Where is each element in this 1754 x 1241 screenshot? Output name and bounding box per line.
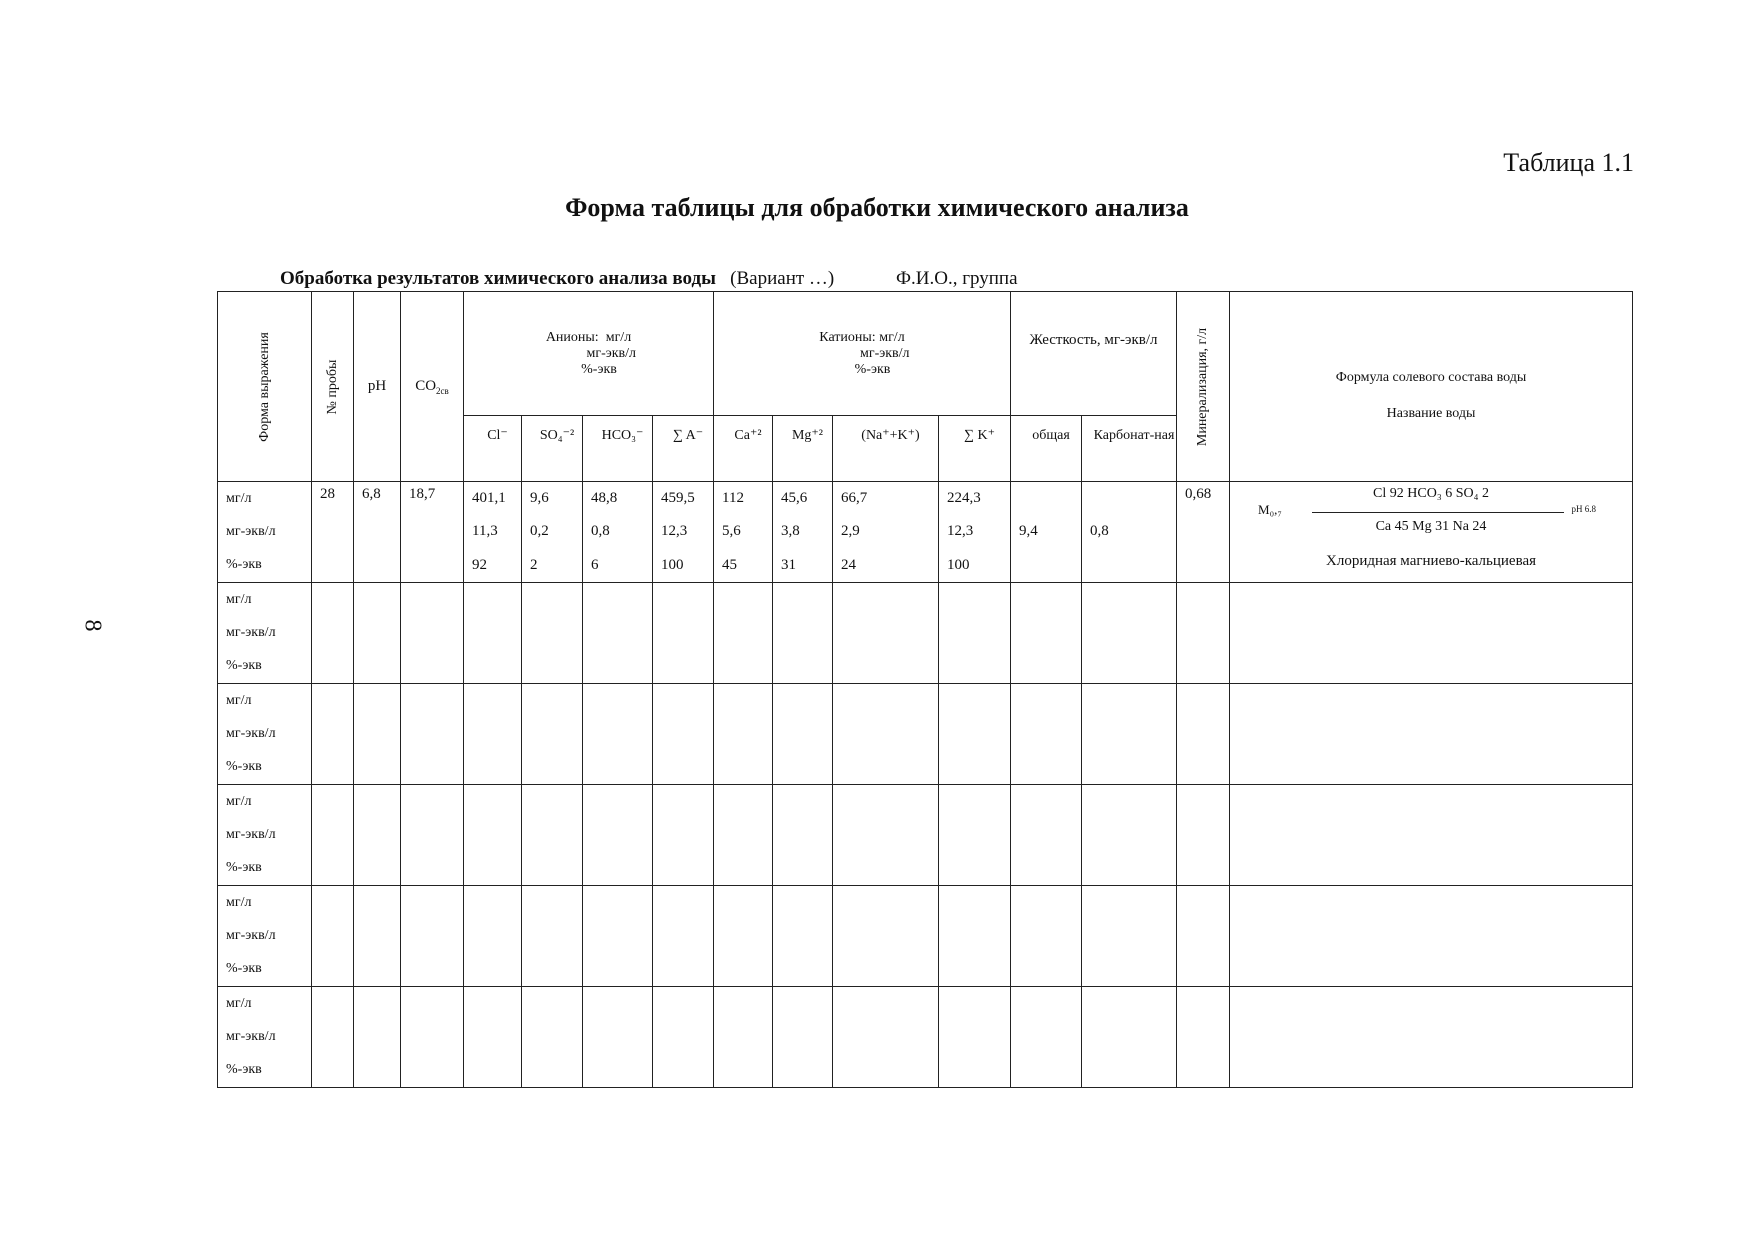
empty-cell[interactable] bbox=[1177, 583, 1230, 684]
empty-cell[interactable] bbox=[714, 785, 773, 886]
formula-ph: pH 6.8 bbox=[1571, 504, 1597, 514]
header-mineralization: Минерализация, г/л bbox=[1177, 292, 1230, 482]
table-row bbox=[218, 785, 1633, 886]
empty-cell[interactable] bbox=[354, 886, 401, 987]
table-row bbox=[218, 987, 1633, 1088]
table-row bbox=[218, 583, 1633, 684]
empty-cell[interactable] bbox=[1082, 785, 1177, 886]
mg-cell: 45,6 3,8 31 bbox=[773, 482, 833, 583]
empty-cell[interactable] bbox=[1177, 785, 1230, 886]
formula-mineralization: M₀,₇ bbox=[1258, 502, 1282, 517]
units-cell: мг/л мг-экв/л %-экв bbox=[218, 482, 312, 583]
empty-cell[interactable] bbox=[583, 987, 653, 1088]
empty-cell[interactable] bbox=[1011, 886, 1082, 987]
empty-cell[interactable] bbox=[1177, 886, 1230, 987]
empty-cell[interactable] bbox=[1011, 785, 1082, 886]
empty-cell[interactable] bbox=[1082, 684, 1177, 785]
subheader-title: Обработка результатов химического анализа воды bbox=[280, 268, 716, 289]
empty-cell[interactable] bbox=[312, 583, 354, 684]
units-cell: мг/л мг-экв/л %-экв bbox=[218, 785, 312, 886]
empty-cell[interactable] bbox=[354, 785, 401, 886]
empty-cell[interactable] bbox=[939, 886, 1011, 987]
co2-cell: 18,7 bbox=[401, 482, 464, 583]
empty-cell[interactable] bbox=[833, 684, 939, 785]
empty-cell[interactable] bbox=[522, 785, 583, 886]
page-number: 8 bbox=[79, 619, 106, 632]
units-cell: мг/л мг-экв/л %-экв bbox=[218, 987, 312, 1088]
empty-cell[interactable] bbox=[714, 886, 773, 987]
empty-cell[interactable] bbox=[714, 583, 773, 684]
col-hco3: HCO₃⁻ bbox=[583, 416, 653, 482]
units-cell: мг/л мг-экв/л %-экв bbox=[218, 886, 312, 987]
empty-cell[interactable] bbox=[833, 886, 939, 987]
formula-anions: Cl 92 HCO₃ 6 SO₄ 2 bbox=[1373, 486, 1489, 501]
table-subheader bbox=[280, 268, 1018, 290]
document-title: Форма таблицы для обработки химического анализа bbox=[565, 193, 1189, 222]
na-k-cell: 66,7 2,9 24 bbox=[833, 482, 939, 583]
empty-cell[interactable] bbox=[714, 684, 773, 785]
empty-cell[interactable] bbox=[833, 583, 939, 684]
sum-anions-cell: 459,5 12,3 100 bbox=[653, 482, 714, 583]
empty-cell[interactable] bbox=[773, 987, 833, 1088]
header-hardness: Жесткость, мг-экв/л bbox=[1011, 292, 1177, 416]
empty-cell[interactable] bbox=[464, 583, 522, 684]
chemical-analysis-table bbox=[217, 291, 1633, 1088]
empty-cell[interactable] bbox=[939, 684, 1011, 785]
subheader-variant: (Вариант …) bbox=[730, 268, 835, 289]
empty-cell[interactable] bbox=[1011, 684, 1082, 785]
header-formula: Формула солевого состава воды Название воды bbox=[1230, 292, 1633, 482]
empty-cell[interactable] bbox=[312, 785, 354, 886]
empty-cell[interactable] bbox=[464, 886, 522, 987]
col-so4: SO₄⁻² bbox=[522, 416, 583, 482]
empty-cell[interactable] bbox=[1230, 583, 1633, 684]
empty-cell[interactable] bbox=[1082, 987, 1177, 1088]
empty-cell[interactable] bbox=[1011, 987, 1082, 1088]
empty-cell[interactable] bbox=[401, 987, 464, 1088]
so4-cell: 9,6 0,2 2 bbox=[522, 482, 583, 583]
header-row bbox=[218, 292, 1633, 416]
empty-cell[interactable] bbox=[583, 785, 653, 886]
sum-cations-cell: 224,3 12,3 100 bbox=[939, 482, 1011, 583]
empty-cell[interactable] bbox=[1011, 583, 1082, 684]
empty-cell[interactable] bbox=[401, 684, 464, 785]
empty-cell[interactable] bbox=[653, 684, 714, 785]
col-hardness-carbonate: Карбонат-ная bbox=[1082, 416, 1177, 482]
header-form: Форма выражения bbox=[218, 292, 312, 482]
header-anions: Анионы: мг/л мг-экв/л %-экв bbox=[464, 292, 714, 416]
empty-cell[interactable] bbox=[1177, 684, 1230, 785]
empty-cell[interactable] bbox=[354, 684, 401, 785]
header-ph: pH bbox=[354, 292, 401, 482]
ca-cell: 112 5,6 45 bbox=[714, 482, 773, 583]
table-row bbox=[218, 482, 1633, 583]
empty-cell[interactable] bbox=[773, 886, 833, 987]
col-sum-cations: ∑ K⁺ bbox=[939, 416, 1011, 482]
water-name: Хлоридная магниево-кальциевая bbox=[1326, 553, 1537, 569]
empty-cell[interactable] bbox=[1082, 583, 1177, 684]
hardness-total-cell: 9,4 bbox=[1011, 482, 1082, 583]
empty-cell[interactable] bbox=[583, 684, 653, 785]
empty-cell[interactable] bbox=[1230, 987, 1633, 1088]
empty-cell[interactable] bbox=[401, 583, 464, 684]
subheader-fio: Ф.И.О., группа bbox=[896, 268, 1018, 289]
cl-cell: 401,1 11,3 92 bbox=[464, 482, 522, 583]
empty-cell[interactable] bbox=[653, 583, 714, 684]
ph-cell: 6,8 bbox=[354, 482, 401, 583]
empty-cell[interactable] bbox=[401, 785, 464, 886]
empty-cell[interactable] bbox=[583, 583, 653, 684]
col-mg: Mg⁺² bbox=[773, 416, 833, 482]
sample-no-cell: 28 bbox=[312, 482, 354, 583]
hco3-cell: 48,8 0,8 6 bbox=[583, 482, 653, 583]
table-row bbox=[218, 886, 1633, 987]
header-cations: Катионы: мг/л мг-экв/л %-экв bbox=[714, 292, 1011, 416]
header-sample-no: № пробы bbox=[312, 292, 354, 482]
table-row bbox=[218, 684, 1633, 785]
col-sum-anions: ∑ A⁻ bbox=[653, 416, 714, 482]
empty-cell[interactable] bbox=[1230, 684, 1633, 785]
col-ca: Ca⁺² bbox=[714, 416, 773, 482]
col-hardness-total: общая bbox=[1011, 416, 1082, 482]
empty-cell[interactable] bbox=[939, 583, 1011, 684]
col-na-k: (Na⁺+K⁺) bbox=[833, 416, 939, 482]
table-number-label: Таблица 1.1 bbox=[1503, 148, 1634, 177]
empty-cell[interactable] bbox=[773, 684, 833, 785]
header-co2: $CO_{2св}$ bbox=[401, 292, 464, 482]
empty-cell[interactable] bbox=[833, 785, 939, 886]
formula-fraction-line bbox=[1312, 512, 1564, 513]
empty-cell[interactable] bbox=[354, 987, 401, 1088]
empty-cell[interactable] bbox=[522, 886, 583, 987]
empty-cell[interactable] bbox=[401, 886, 464, 987]
col-cl: Cl⁻ bbox=[464, 416, 522, 482]
empty-cell[interactable] bbox=[653, 987, 714, 1088]
empty-cell[interactable] bbox=[1230, 886, 1633, 987]
empty-cell[interactable] bbox=[522, 583, 583, 684]
empty-cell[interactable] bbox=[773, 785, 833, 886]
empty-cell[interactable] bbox=[939, 987, 1011, 1088]
units-cell: мг/л мг-экв/л %-экв bbox=[218, 583, 312, 684]
mineralization-cell: 0,68 bbox=[1177, 482, 1230, 583]
empty-cell[interactable] bbox=[522, 987, 583, 1088]
empty-cell[interactable] bbox=[1177, 987, 1230, 1088]
empty-cell[interactable] bbox=[714, 987, 773, 1088]
empty-cell[interactable] bbox=[464, 987, 522, 1088]
empty-cell[interactable] bbox=[653, 785, 714, 886]
empty-cell[interactable] bbox=[312, 684, 354, 785]
empty-cell[interactable] bbox=[354, 583, 401, 684]
empty-cell[interactable] bbox=[583, 886, 653, 987]
units-cell: мг/л мг-экв/л %-экв bbox=[218, 684, 312, 785]
empty-cell[interactable] bbox=[312, 886, 354, 987]
empty-cell[interactable] bbox=[773, 583, 833, 684]
empty-cell[interactable] bbox=[464, 785, 522, 886]
empty-cell[interactable] bbox=[464, 684, 522, 785]
empty-cell[interactable] bbox=[522, 684, 583, 785]
hardness-carbonate-cell: 0,8 bbox=[1082, 482, 1177, 583]
empty-cell[interactable] bbox=[833, 987, 939, 1088]
empty-cell[interactable] bbox=[939, 785, 1011, 886]
empty-cell[interactable] bbox=[312, 987, 354, 1088]
empty-cell[interactable] bbox=[1230, 785, 1633, 886]
formula-cell bbox=[1230, 482, 1633, 583]
empty-cell[interactable] bbox=[1082, 886, 1177, 987]
formula-cations: Ca 45 Mg 31 Na 24 bbox=[1375, 519, 1487, 534]
empty-cell[interactable] bbox=[653, 886, 714, 987]
